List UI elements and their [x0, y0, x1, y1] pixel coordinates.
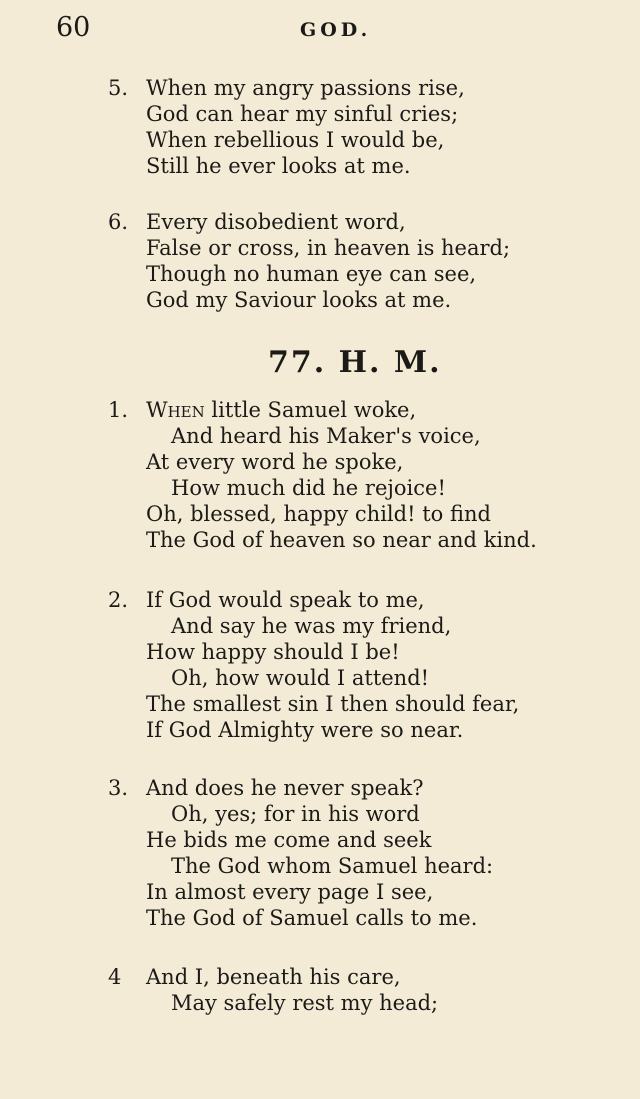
verse-line: When rebellious I would be, [146, 128, 445, 152]
verse-line: The smallest sin I then should fear, [146, 692, 520, 716]
running-title: GOD. [300, 19, 372, 41]
page-number: 60 [56, 12, 91, 43]
hymn-heading: 77. H. M. [268, 345, 442, 380]
verse-first-line-rest: little Samuel woke, [204, 398, 417, 422]
verse-line: Oh, blessed, happy child! to find [146, 502, 491, 526]
verse-first-word: When [146, 398, 205, 422]
verse-line: Oh, how would I attend! [171, 666, 430, 690]
verse-line: False or cross, in heaven is heard; [146, 236, 511, 260]
verse-number: 4 [108, 965, 122, 989]
verse-number: 2. [108, 588, 129, 612]
verse-first-line [146, 397, 416, 424]
verse-number: 3. [108, 776, 129, 800]
verse-line: How much did he rejoice! [171, 476, 446, 500]
verse-line: May safely rest my head; [171, 991, 439, 1015]
verse-line: If God would speak to me, [146, 588, 425, 612]
verse-line: And say he was my friend, [171, 614, 452, 638]
verse-line: Every disobedient word, [146, 210, 406, 234]
verse-line: Still he ever looks at me. [146, 154, 411, 178]
verse-line: The God whom Samuel heard: [171, 854, 494, 878]
verse-line: Though no human eye can see, [146, 262, 477, 286]
verse-line: He bids me come and seek [146, 828, 432, 852]
verse-line: In almost every page I see, [146, 880, 434, 904]
verse-line: If God Almighty were so near. [146, 718, 464, 742]
verse-line: The God of Samuel calls to me. [146, 906, 478, 930]
verse-line: And heard his Maker's voice, [171, 424, 481, 448]
verse-line: When my angry passions rise, [146, 76, 465, 100]
verse-line: And does he never speak? [146, 776, 424, 800]
verse-line: God my Saviour looks at me. [146, 288, 452, 312]
verse-line: How happy should I be! [146, 640, 400, 664]
verse-number: 5. [108, 76, 129, 100]
verse-line: Oh, yes; for in his word [171, 802, 420, 826]
verse-line: And I, beneath his care, [146, 965, 401, 989]
verse-line: The God of heaven so near and kind. [146, 528, 537, 552]
verse-number: 1. [108, 398, 129, 422]
verse-number: 6. [108, 210, 129, 234]
verse-line: At every word he spoke, [146, 450, 404, 474]
verse-line: God can hear my sinful cries; [146, 102, 459, 126]
